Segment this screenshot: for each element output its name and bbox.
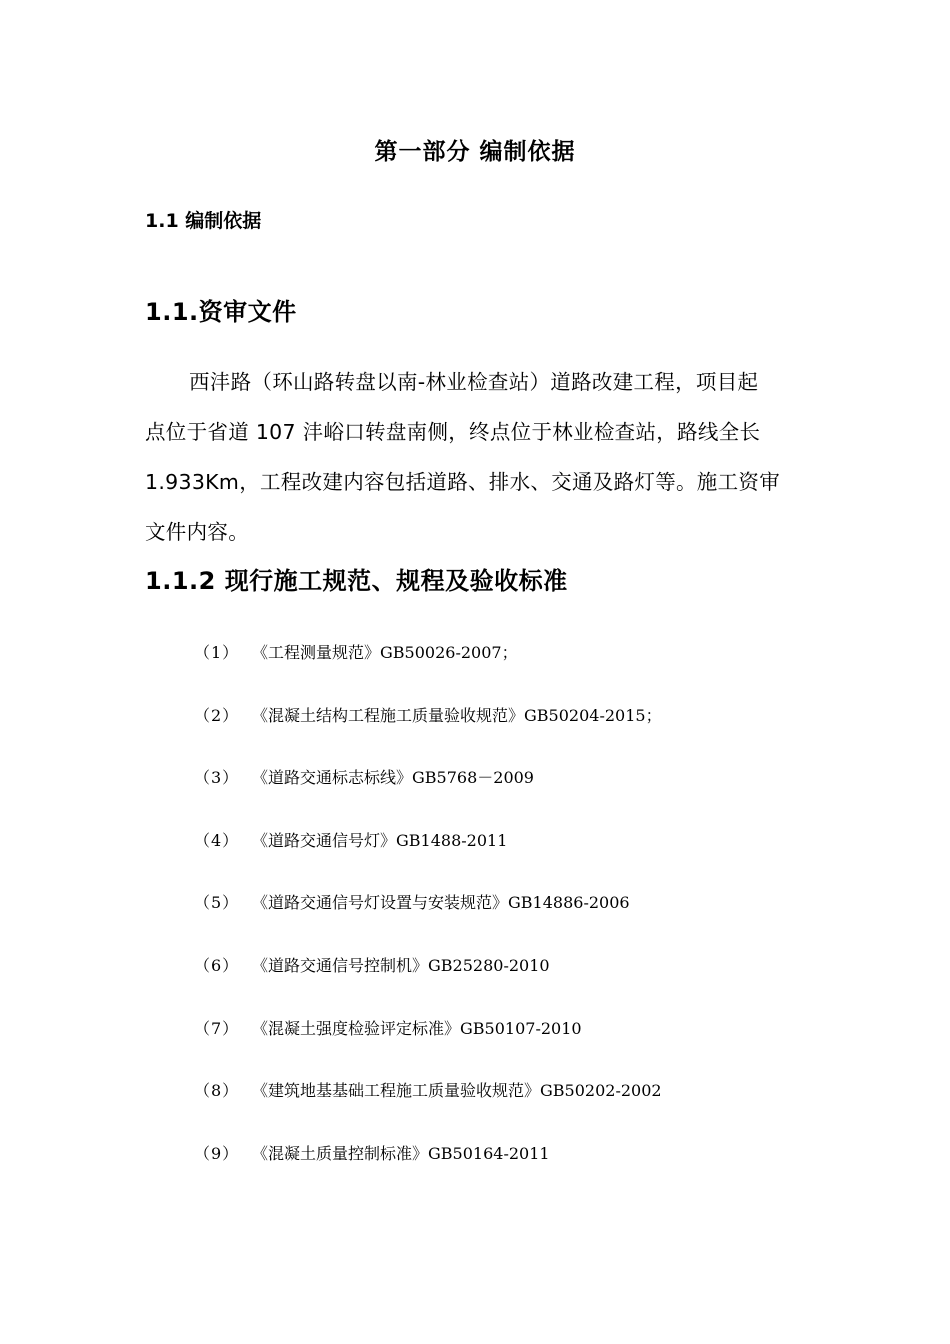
standard-number: （4）: [194, 830, 240, 850]
paragraph-line: 1.933Km，工程改建内容包括道路、排水、交通及路灯等。施工资审: [145, 470, 780, 494]
standard-text: 《道路交通信号灯》GB1488-2011: [252, 830, 508, 850]
standard-text: 《混凝土强度检验评定标准》GB50107-2010: [252, 1018, 582, 1038]
standard-number: （9）: [194, 1143, 240, 1163]
standard-number: （7）: [194, 1018, 240, 1038]
standard-item: [194, 949, 662, 1012]
standard-text: 《道路交通标志标线》GB5768－2009: [252, 768, 534, 788]
project-description-paragraph: [145, 357, 807, 557]
standard-number: （3）: [194, 768, 240, 788]
standard-text: 《道路交通信号灯设置与安装规范》GB14886-2006: [252, 893, 630, 913]
standard-number: （2）: [194, 705, 240, 725]
standard-number: （5）: [194, 893, 240, 913]
standard-item: [194, 1074, 662, 1137]
standard-item: [194, 699, 662, 762]
standard-text: 《道路交通信号控制机》GB25280-2010: [252, 955, 550, 975]
standard-number: （8）: [194, 1081, 240, 1101]
paragraph-line: 点位于省道 107 沣峪口转盘南侧，终点位于林业检查站，路线全长: [145, 420, 761, 444]
section-heading-standards: 1.1.2 现行施工规范、规程及验收标准: [145, 567, 568, 595]
standard-number: （1）: [194, 643, 240, 662]
section-heading-qualification-files: 1.1.资审文件: [145, 298, 297, 326]
standards-list: [194, 636, 662, 1199]
section-heading-1-1: 1.1 编制依据: [145, 210, 262, 232]
paragraph-line: 西沣路（环山路转盘以南-林业检查站）道路改建工程，项目起: [189, 370, 759, 394]
chapter-title: 第一部分 编制依据: [374, 139, 576, 165]
standard-item: [194, 636, 662, 699]
paragraph-line: 文件内容。: [145, 520, 249, 544]
standard-item: [194, 1137, 662, 1200]
standard-item: [194, 824, 662, 887]
standard-text: 《混凝土质量控制标准》GB50164-2011: [252, 1143, 550, 1163]
standard-text: 《混凝土结构工程施工质量验收规范》GB50204-2015；: [252, 705, 662, 725]
standard-item: [194, 761, 662, 824]
standard-text: 《工程测量规范》GB50026-2007；: [252, 643, 518, 662]
standard-item: [194, 886, 662, 949]
standard-item: [194, 1012, 662, 1075]
standard-number: （6）: [194, 955, 240, 975]
standard-text: 《建筑地基基础工程施工质量验收规范》GB50202-2002: [252, 1081, 662, 1101]
